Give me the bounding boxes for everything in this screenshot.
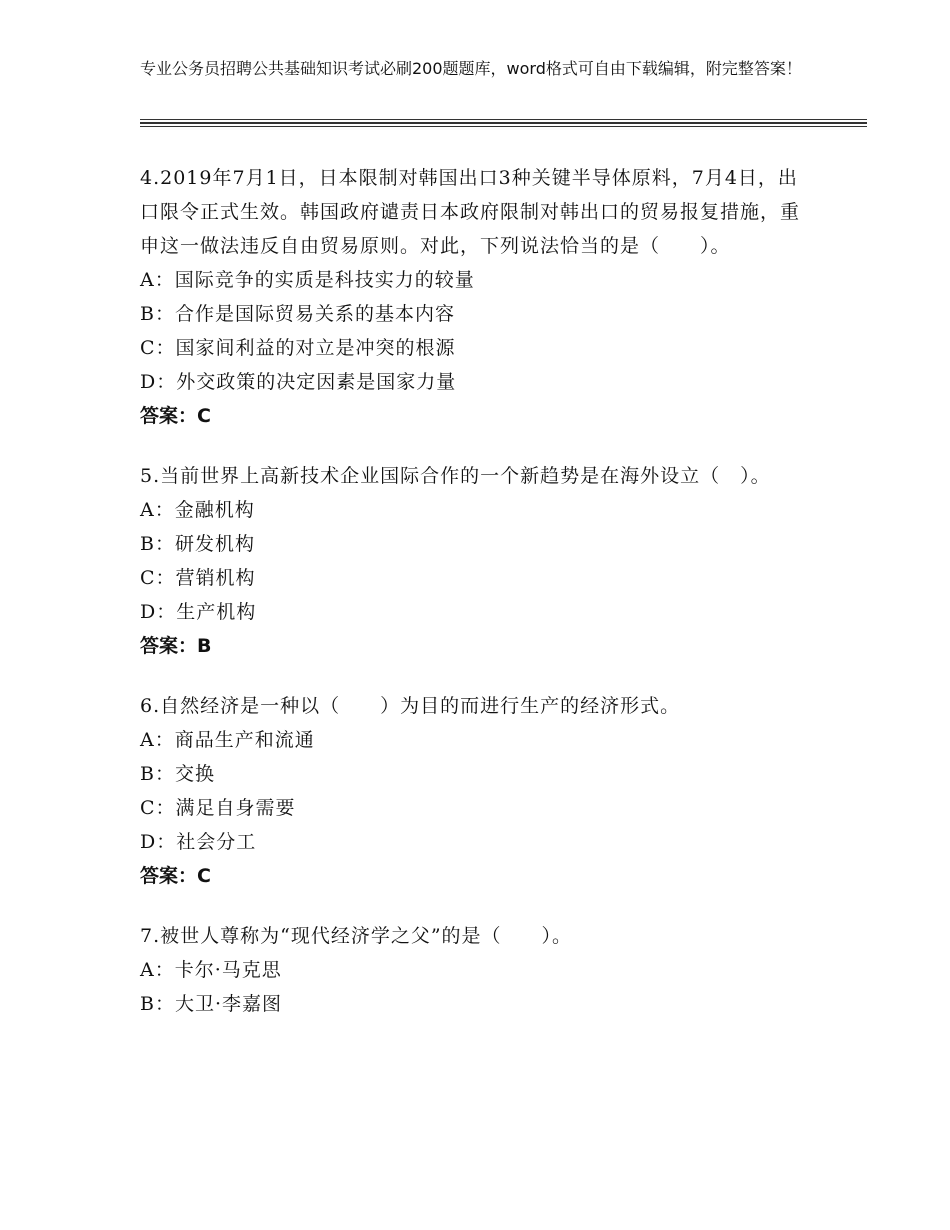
- option-a: A：商品生产和流通: [140, 729, 315, 751]
- option-a: A：金融机构: [140, 499, 255, 521]
- question-5: [140, 459, 810, 663]
- header-rule-bottom: [140, 126, 867, 127]
- header-rule-top: [140, 119, 867, 120]
- document-header: 专业公务员招聘公共基础知识考试必刷200题题库，word格式可自由下载编辑，附完整答案！: [140, 59, 802, 78]
- answer-line: 答案：B: [140, 635, 212, 657]
- option-c: C：满足自身需要: [140, 797, 296, 819]
- option-d: D：社会分工: [140, 831, 257, 853]
- question-7: [140, 919, 810, 1021]
- option-d: D：生产机构: [140, 601, 257, 623]
- question-text: 6.自然经济是一种以（ ）为目的而进行生产的经济形式。: [140, 695, 681, 717]
- question-6: [140, 689, 810, 893]
- header-rule-middle: [140, 122, 867, 124]
- question-text: 7.被世人尊称为“现代经济学之父”的是（ ）。: [140, 925, 573, 947]
- question-text: 4.2019年7月1日，日本限制对韩国出口3种关键半导体原料，7月4日，出口限令正式生效。韩国政府谴责日本政府限制对韩出口的贸易报复措施，重申这一做法违反自由贸易原则。对此，下列说法恰当的是（ ）。: [140, 167, 801, 257]
- option-b: B：研发机构: [140, 533, 255, 555]
- option-b: B：合作是国际贸易关系的基本内容: [140, 303, 455, 325]
- answer-line: 答案：C: [140, 865, 211, 887]
- option-d: D：外交政策的决定因素是国家力量: [140, 371, 457, 393]
- option-a: A：卡尔·马克思: [140, 959, 282, 981]
- option-c: C：营销机构: [140, 567, 256, 589]
- question-4: [140, 161, 810, 433]
- option-b: B：交换: [140, 763, 215, 785]
- option-b: B：大卫·李嘉图: [140, 993, 283, 1015]
- answer-line: 答案：C: [140, 405, 211, 427]
- question-list: [140, 161, 810, 1047]
- option-a: A：国际竞争的实质是科技实力的较量: [140, 269, 475, 291]
- option-c: C：国家间利益的对立是冲突的根源: [140, 337, 456, 359]
- question-text: 5.当前世界上高新技术企业国际合作的一个新趋势是在海外设立（ ）。: [140, 465, 771, 487]
